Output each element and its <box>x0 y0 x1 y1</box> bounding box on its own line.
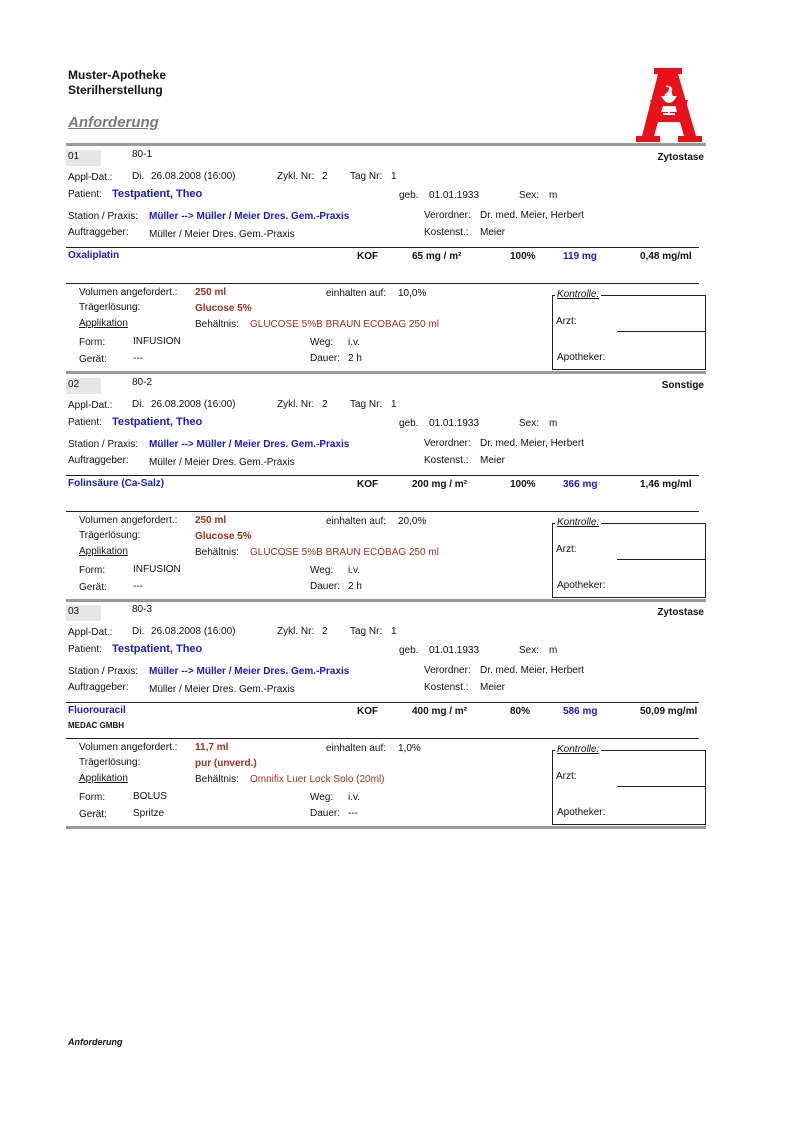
dauer-value: 2 h <box>348 581 362 592</box>
patient-name: Testpatient, Theo <box>112 416 203 428</box>
behaeltnis-value: GLUCOSE 5%B BRAUN ECOBAG 250 ml <box>250 319 439 330</box>
verordner-label: Verordner: <box>424 210 471 221</box>
verordner-label: Verordner: <box>424 665 471 676</box>
birth-label: geb. <box>399 645 419 656</box>
form-value: INFUSION <box>133 336 181 347</box>
dauer-label: Dauer: <box>310 808 341 819</box>
drug-bottom-rule <box>66 511 699 512</box>
dauer-value: --- <box>348 808 358 819</box>
einhalten-label: einhalten auf: <box>326 743 387 754</box>
appl-day: Di. <box>132 626 145 637</box>
weg-value: i.v. <box>348 792 361 803</box>
drug-name: Oxaliplatin <box>68 250 120 261</box>
order-bottom-rule <box>66 599 706 602</box>
traeger-label: Trägerlösung: <box>79 757 141 768</box>
volumen-value: 11,7 ml <box>195 742 229 753</box>
arzt-signature-line <box>617 331 705 332</box>
applikation-label: Applikation <box>79 546 128 557</box>
auftraggeber-label: Auftraggeber: <box>68 227 129 238</box>
einhalten-label: einhalten auf: <box>326 288 387 299</box>
applikation-label: Applikation <box>79 773 128 784</box>
arzt-signature-line <box>617 786 705 787</box>
dose-per-m2: 400 mg / m² <box>412 706 468 717</box>
dose-total: 366 mg <box>563 479 598 490</box>
form-value: INFUSION <box>133 564 181 575</box>
header-rule <box>66 143 706 146</box>
volumen-value: 250 ml <box>195 515 227 526</box>
tag-label: Tag Nr: <box>350 399 383 410</box>
verordner-value: Dr. med. Meier, Herbert <box>480 438 584 449</box>
einhalten-label: einhalten auf: <box>326 516 387 527</box>
drug-top-rule <box>66 702 699 703</box>
form-label: Form: <box>79 792 106 803</box>
appl-date: 26.08.2008 (16:00) <box>151 399 236 410</box>
station-label: Station / Praxis: <box>68 666 139 677</box>
concentration: 0,48 mg/ml <box>640 251 692 262</box>
volumen-label: Volumen angefordert.: <box>79 742 178 753</box>
order-block <box>0 605 792 835</box>
kostenst-label: Kostenst.: <box>424 682 469 693</box>
geraet-label: Gerät: <box>79 354 107 365</box>
tag-label: Tag Nr: <box>350 626 383 637</box>
volumen-value: 250 ml <box>195 287 227 298</box>
appl-day: Di. <box>132 171 145 182</box>
dauer-label: Dauer: <box>310 353 341 364</box>
dose-per-m2: 65 mg / m² <box>412 251 462 262</box>
appl-date-label: Appl-Dat.: <box>68 400 113 411</box>
kontrolle-title: Kontrolle: <box>557 744 600 755</box>
dose-total: 119 mg <box>563 251 597 262</box>
dose-percent: 100% <box>510 479 536 490</box>
birth-label: geb. <box>399 418 419 429</box>
tag-value: 1 <box>391 626 397 637</box>
einhalten-value: 10,0% <box>398 288 427 299</box>
patient-name: Testpatient, Theo <box>112 643 203 655</box>
concentration: 50,09 mg/ml <box>640 706 698 717</box>
form-label: Form: <box>79 565 106 576</box>
order-code: 80-1 <box>132 149 153 160</box>
tag-value: 1 <box>391 399 397 410</box>
traeger-value: pur (unverd.) <box>195 758 257 769</box>
drug-bottom-rule <box>66 738 699 739</box>
weg-value: i.v. <box>348 337 361 348</box>
kostenst-label: Kostenst.: <box>424 227 469 238</box>
volumen-label: Volumen angefordert.: <box>79 515 178 526</box>
auftraggeber-value: Müller / Meier Dres. Gem.-Praxis <box>149 457 295 468</box>
drug-top-rule <box>66 475 699 476</box>
geraet-value: --- <box>133 581 143 592</box>
kostenst-value: Meier <box>480 227 506 238</box>
weg-label: Weg: <box>310 792 334 803</box>
verordner-label: Verordner: <box>424 438 471 449</box>
kostenst-value: Meier <box>480 682 506 693</box>
station-value: Müller --> Müller / Meier Dres. Gem.-Praxis <box>149 439 350 450</box>
appl-day: Di. <box>132 399 145 410</box>
sex-value: m <box>549 645 558 656</box>
sex-label: Sex: <box>519 418 540 429</box>
order-number: 01 <box>68 151 80 162</box>
volumen-label: Volumen angefordert.: <box>79 287 178 298</box>
kof-label: KOF <box>357 479 379 490</box>
station-label: Station / Praxis: <box>68 211 139 222</box>
arzt-signature-line <box>617 559 705 560</box>
order-number: 03 <box>68 606 80 617</box>
traeger-label: Trägerlösung: <box>79 302 141 313</box>
pharmacy-name: Muster-Apotheke <box>68 68 167 82</box>
weg-label: Weg: <box>310 337 334 348</box>
order-number: 02 <box>68 379 80 390</box>
apotheke-logo-icon <box>632 66 706 144</box>
kof-label: KOF <box>357 251 379 262</box>
birth-date: 01.01.1933 <box>429 190 480 201</box>
appl-date: 26.08.2008 (16:00) <box>151 171 236 182</box>
verordner-value: Dr. med. Meier, Herbert <box>480 665 584 676</box>
auftraggeber-label: Auftraggeber: <box>68 455 129 466</box>
birth-date: 01.01.1933 <box>429 645 480 656</box>
einhalten-value: 20,0% <box>398 516 427 527</box>
sex-label: Sex: <box>519 645 540 656</box>
traeger-label: Trägerlösung: <box>79 530 141 541</box>
birth-label: geb. <box>399 190 419 201</box>
tag-label: Tag Nr: <box>350 171 383 182</box>
kostenst-value: Meier <box>480 455 506 466</box>
zykl-value: 2 <box>322 171 328 182</box>
sex-value: m <box>549 190 558 201</box>
zykl-value: 2 <box>322 626 328 637</box>
einhalten-value: 1,0% <box>398 743 421 754</box>
kof-label: KOF <box>357 706 379 717</box>
apotheker-label: Apotheker: <box>557 807 606 818</box>
department-name: Sterilherstellung <box>68 83 163 97</box>
station-label: Station / Praxis: <box>68 439 139 450</box>
drug-top-rule <box>66 247 699 248</box>
dose-percent: 80% <box>510 706 531 717</box>
behaeltnis-value: Omnifix Luer Lock Solo (20ml) <box>250 774 385 785</box>
zykl-label: Zykl. Nr: <box>277 626 315 637</box>
concentration: 1,46 mg/ml <box>640 479 692 490</box>
behaeltnis-label: Behältnis: <box>195 547 239 558</box>
patient-label: Patient: <box>68 417 102 428</box>
patient-label: Patient: <box>68 644 102 655</box>
dose-percent: 100% <box>510 251 536 262</box>
zykl-label: Zykl. Nr: <box>277 171 315 182</box>
auftraggeber-value: Müller / Meier Dres. Gem.-Praxis <box>149 684 295 695</box>
geraet-value: Spritze <box>133 808 165 819</box>
traeger-value: Glucose 5% <box>195 531 252 542</box>
order-bottom-rule <box>66 371 706 374</box>
dose-total: 586 mg <box>563 706 598 717</box>
arzt-label: Arzt: <box>556 544 577 555</box>
auftraggeber-value: Müller / Meier Dres. Gem.-Praxis <box>149 229 295 240</box>
appl-date-label: Appl-Dat.: <box>68 627 113 638</box>
form-value: BOLUS <box>133 791 167 802</box>
form-label: Form: <box>79 337 106 348</box>
appl-date-label: Appl-Dat.: <box>68 172 113 183</box>
zykl-value: 2 <box>322 399 328 410</box>
patient-label: Patient: <box>68 189 102 200</box>
behaeltnis-label: Behältnis: <box>195 774 239 785</box>
sex-label: Sex: <box>519 190 540 201</box>
drug-bottom-rule <box>66 283 699 284</box>
order-block <box>0 150 792 380</box>
kostenst-label: Kostenst.: <box>424 455 469 466</box>
weg-label: Weg: <box>310 565 334 576</box>
order-category: Zytostase <box>657 152 704 163</box>
zykl-label: Zykl. Nr: <box>277 399 315 410</box>
verordner-value: Dr. med. Meier, Herbert <box>480 210 584 221</box>
apotheker-label: Apotheker: <box>557 580 606 591</box>
manufacturer: MEDAC GMBH <box>68 721 124 730</box>
geraet-label: Gerät: <box>79 582 107 593</box>
geraet-value: --- <box>133 353 143 364</box>
drug-name: Fluorouracil <box>68 705 126 716</box>
dose-per-m2: 200 mg / m² <box>412 479 468 490</box>
traeger-value: Glucose 5% <box>195 303 252 314</box>
order-block <box>0 378 792 608</box>
weg-value: i.v. <box>348 565 361 576</box>
patient-name: Testpatient, Theo <box>112 188 203 200</box>
order-category: Zytostase <box>657 607 704 618</box>
sex-value: m <box>549 418 558 429</box>
station-value: Müller --> Müller / Meier Dres. Gem.-Praxis <box>149 211 350 222</box>
station-value: Müller --> Müller / Meier Dres. Gem.-Praxis <box>149 666 350 677</box>
arzt-label: Arzt: <box>556 771 577 782</box>
tag-value: 1 <box>391 171 397 182</box>
behaeltnis-value: GLUCOSE 5%B BRAUN ECOBAG 250 ml <box>250 547 439 558</box>
order-code: 80-2 <box>132 377 153 388</box>
auftraggeber-label: Auftraggeber: <box>68 682 129 693</box>
birth-date: 01.01.1933 <box>429 418 480 429</box>
order-category: Sonstige <box>661 380 704 391</box>
apotheker-label: Apotheker: <box>557 352 606 363</box>
footer-label: Anforderung <box>68 1037 123 1047</box>
order-code: 80-3 <box>132 604 153 615</box>
appl-date: 26.08.2008 (16:00) <box>151 626 236 637</box>
geraet-label: Gerät: <box>79 809 107 820</box>
order-bottom-rule <box>66 826 706 829</box>
kontrolle-title: Kontrolle: <box>557 517 600 528</box>
document-title: Anforderung <box>68 114 159 131</box>
kontrolle-title: Kontrolle: <box>557 289 600 300</box>
behaeltnis-label: Behältnis: <box>195 319 239 330</box>
drug-name: Folinsäure (Ca-Salz) <box>68 478 165 489</box>
dauer-label: Dauer: <box>310 581 341 592</box>
dauer-value: 2 h <box>348 353 362 364</box>
applikation-label: Applikation <box>79 318 128 329</box>
arzt-label: Arzt: <box>556 316 577 327</box>
